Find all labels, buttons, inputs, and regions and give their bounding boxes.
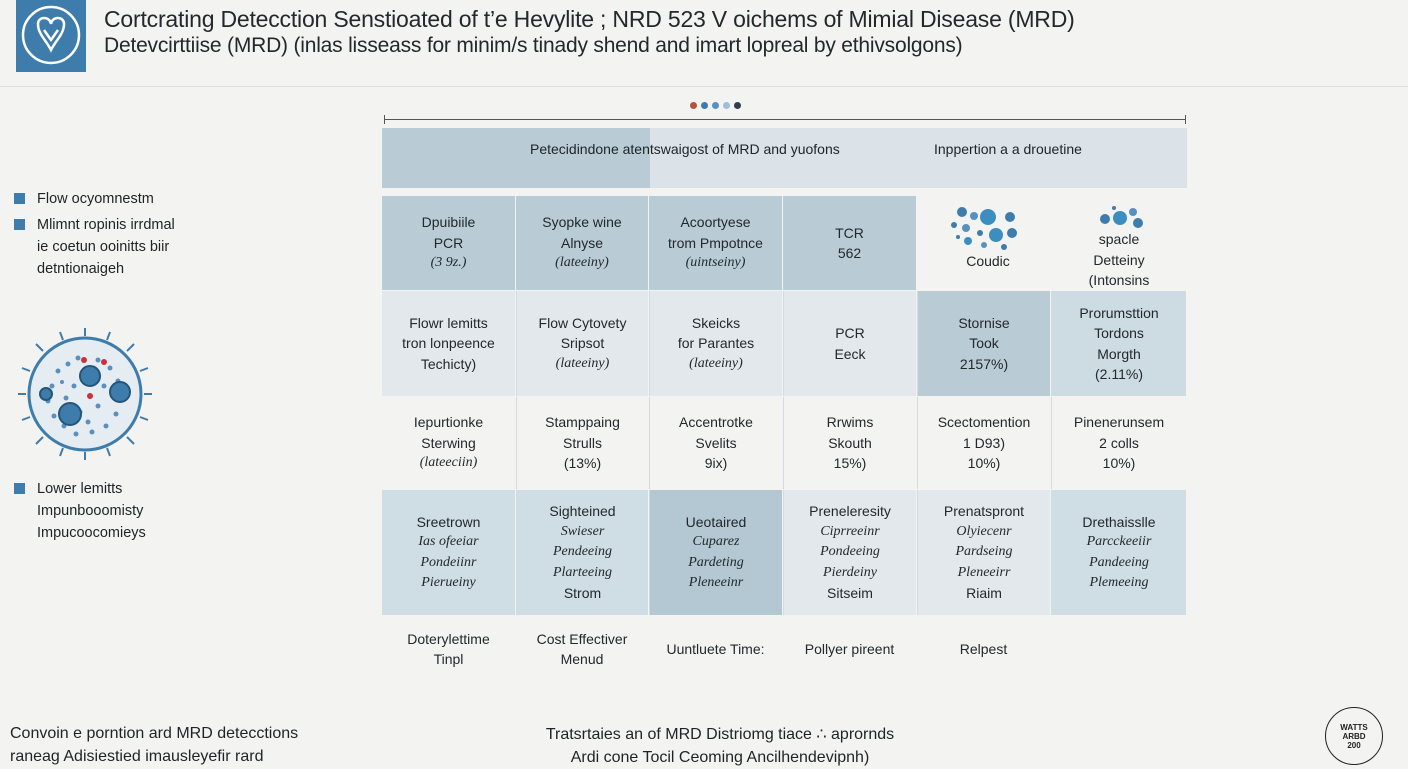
- cell-text: (3 9z.): [430, 255, 467, 271]
- cell-text: Preneleresity: [809, 503, 891, 520]
- cell-text: Rrwims: [826, 414, 874, 431]
- cell-text: Pinenerunsem: [1073, 414, 1165, 431]
- cell-text: Doterylettime: [407, 630, 490, 647]
- pager-dots: [690, 96, 745, 114]
- row3-cell-2: [516, 397, 648, 489]
- row4-cell-4: [783, 490, 916, 615]
- row4-cell-1: [382, 490, 515, 615]
- cell-text: Swieser: [560, 523, 605, 539]
- footer-left: Convoin e porntion ard MRD detecctions raneag Adisiestied imausleyefir rard: [10, 725, 299, 765]
- pager-dot[interactable]: [723, 102, 730, 109]
- header-divider: [0, 86, 1408, 87]
- row4-cell-3: [649, 490, 782, 615]
- table-header-band: [382, 128, 1187, 188]
- cell-text: (2.11%): [1095, 366, 1143, 382]
- row3-cell-6: [1051, 397, 1186, 489]
- cell-text: Stamppaing: [545, 414, 620, 431]
- cell-text: Sighteined: [549, 503, 616, 520]
- cell-text: 2157%): [959, 355, 1009, 372]
- row3-cell-3: [649, 397, 782, 489]
- cell-text: Sripsot: [560, 335, 605, 352]
- cell-text: Prorumsttion: [1079, 304, 1159, 321]
- row5-cell-4: [783, 620, 916, 678]
- cell-text: Tinpl: [433, 651, 464, 667]
- page-subtitle: Detevcirttiise (MRD) (inlas lisseass for minim/s tinady shend and imart lopreal by ethivsolgons): [104, 34, 963, 57]
- cell-illustration-icon: [18, 326, 152, 462]
- cell-text: Cuparez: [692, 534, 740, 549]
- cell-text: Sreetrown: [416, 513, 481, 530]
- cell-text: Prenatspront: [943, 503, 1025, 520]
- cell-text: Pardeting: [688, 554, 744, 570]
- row3-cell-4: [783, 397, 916, 489]
- cell-text: Pollyer pireent: [804, 640, 895, 657]
- row1-cell5-label: Coudic: [966, 252, 1010, 269]
- legend-item-mlimnt: Mlimnt ropinis irrdmal ie coetun ooinitts biir detntionaigeh: [14, 214, 175, 280]
- row1-cell-4: [783, 196, 916, 290]
- cell-text: Plemeeing: [1089, 575, 1149, 590]
- cell-text: (Intonsins: [1088, 272, 1150, 289]
- legend-swatch-icon: [14, 219, 25, 230]
- cell-text: Sterwing: [421, 434, 476, 451]
- cell-text: Dpuibiile: [421, 214, 476, 231]
- particle-icon: [1096, 205, 1146, 233]
- row4-cell-5: [917, 490, 1050, 615]
- logo: [16, 0, 86, 72]
- cell-text: Relpest: [959, 640, 1008, 657]
- cell-text: (lateeiny): [555, 255, 609, 271]
- cell-text: 2 colls: [1099, 434, 1139, 451]
- cell-text: Ciprreeinr: [820, 523, 880, 539]
- row5-cell-3: [649, 620, 782, 678]
- row2-cell-2: [516, 291, 648, 396]
- cell-text: 562: [837, 245, 862, 261]
- cell-text: Cost Effectiver: [536, 630, 628, 647]
- row5-cell-2: [516, 620, 648, 678]
- cell-text: Techicty): [420, 355, 477, 372]
- pager-dot[interactable]: [690, 102, 697, 109]
- cell-text: Pardseing: [955, 544, 1013, 560]
- cell-text: Ueotaired: [685, 513, 747, 530]
- cell-text: Scectomention: [937, 414, 1031, 431]
- pager-dot[interactable]: [701, 102, 708, 109]
- cell-text: (lateeciin): [419, 455, 478, 471]
- row3-cell-1: [382, 397, 515, 489]
- pager-dot[interactable]: [734, 102, 741, 109]
- cell-text: Flowr lemitts: [409, 314, 488, 331]
- cell-text: Pleneeinr: [688, 575, 744, 590]
- cell-text: 15%): [833, 455, 867, 472]
- row1-cell-6: [1051, 228, 1187, 292]
- cell-text: spacle: [1098, 231, 1140, 248]
- publisher-stamp: WATTS ARBD 200: [1325, 707, 1383, 765]
- footer-center: Tratsrtaies an of MRD Distriomg tiace ∴ aprornds Ardi cone Tocil Ceoming Ancilhendevipnh): [545, 726, 895, 766]
- cell-text: Morgth: [1097, 345, 1141, 362]
- cell-text: Stornise: [958, 314, 1010, 331]
- cell-text: trom Pmpotnce: [668, 234, 763, 251]
- row2-cell-1: [382, 291, 515, 396]
- cell-text: Skouth: [828, 434, 872, 451]
- cell-text: PCR: [835, 325, 865, 341]
- cell-text: Skeicks: [691, 314, 741, 331]
- table-range-rule: [384, 119, 1186, 120]
- cell-text: Pondeeing: [820, 544, 880, 560]
- cell-text: (uintseiny): [685, 255, 746, 271]
- cell-text: Pleneeirr: [957, 564, 1011, 580]
- row2-cell-4: [783, 291, 916, 396]
- cell-text: Pandeeing: [1089, 554, 1149, 570]
- table-header-right: Inppertion a a drouetine: [934, 141, 1082, 157]
- row4-cell-6: [1051, 490, 1186, 615]
- cell-text: Iepurtionke: [413, 414, 484, 431]
- cell-text: Parcckeeiir: [1086, 534, 1152, 549]
- cell-text: 1 D93): [962, 434, 1006, 451]
- cell-text: Ias ofeeiar: [418, 534, 479, 549]
- cell-text: Uuntluete Time:: [666, 640, 765, 657]
- row5-cell-1: [382, 620, 515, 678]
- cell-text: Riaim: [966, 585, 1002, 602]
- cell-text: 10%): [1102, 455, 1136, 472]
- row2-cell-5: [917, 291, 1050, 396]
- table-header-left: Petecidindone atentswaigost of MRD and yuofons: [530, 141, 840, 157]
- cell-text: Drethaisslle: [1082, 513, 1156, 530]
- cell-text: Syopke wine: [542, 214, 622, 231]
- row1-cell-1: [382, 196, 515, 290]
- cell-text: Menud: [560, 651, 604, 667]
- cell-cluster-icon: [944, 203, 1020, 253]
- cell-text: (lateeiny): [689, 355, 743, 371]
- cell-text: Tordons: [1094, 325, 1144, 341]
- cell-text: tron lonpeence: [402, 335, 495, 352]
- cell-text: Alnyse: [560, 234, 604, 251]
- cell-text: (13%): [563, 455, 602, 472]
- cell-text: TCR: [835, 224, 864, 241]
- cell-text: 10%): [967, 455, 1001, 472]
- cell-text: Pondeiinr: [420, 554, 477, 570]
- cell-text: Flow Cytovety: [538, 314, 627, 331]
- cell-text: for Parantes: [677, 335, 755, 352]
- cell-text: Svelits: [695, 434, 737, 451]
- cell-text: 9ix): [704, 455, 728, 472]
- page-title: Cortcrating Detecction Senstioated of t’e Hevylite ; NRD 523 V oichems of Mimial Disease (MRD): [104, 6, 1075, 32]
- legend-swatch-icon: [14, 483, 25, 494]
- row2-cell-6: [1051, 291, 1186, 396]
- shield-heart-icon: [16, 0, 86, 72]
- cell-text: Pendeeing: [552, 544, 613, 560]
- cell-text: Pierdeiny: [823, 564, 877, 580]
- row1-cell-3: [649, 196, 782, 290]
- row5-cell-5: [917, 620, 1050, 678]
- cell-text: Accentrotke: [679, 414, 753, 431]
- cell-text: Acoortyese: [680, 214, 751, 231]
- cell-text: Strulls: [563, 434, 602, 451]
- cell-text: Detteiny: [1093, 251, 1145, 268]
- cell-text: Pierueiny: [421, 575, 476, 590]
- legend-item-lower: Lower lemitts Impunbooomisty Impucoocomieys: [14, 478, 146, 544]
- pager-dot[interactable]: [712, 102, 719, 109]
- row3-cell-5: [917, 397, 1050, 489]
- cell-text: (lateeiny): [555, 355, 610, 371]
- cell-text: Took: [969, 335, 999, 352]
- cell-text: Plarteeing: [552, 564, 613, 580]
- row4-cell-2: [516, 490, 648, 615]
- cell-text: PCR: [433, 234, 464, 251]
- cell-text: Eeck: [834, 345, 866, 362]
- cell-text: Strom: [563, 585, 602, 602]
- legend-item-flow: Flow ocyomnestm: [14, 188, 154, 210]
- cell-text: Sitseim: [827, 585, 873, 602]
- row2-cell-3: [649, 291, 782, 396]
- row1-cell-2: [516, 196, 648, 290]
- cell-text: Olyiecenr: [956, 523, 1012, 539]
- legend-swatch-icon: [14, 193, 25, 204]
